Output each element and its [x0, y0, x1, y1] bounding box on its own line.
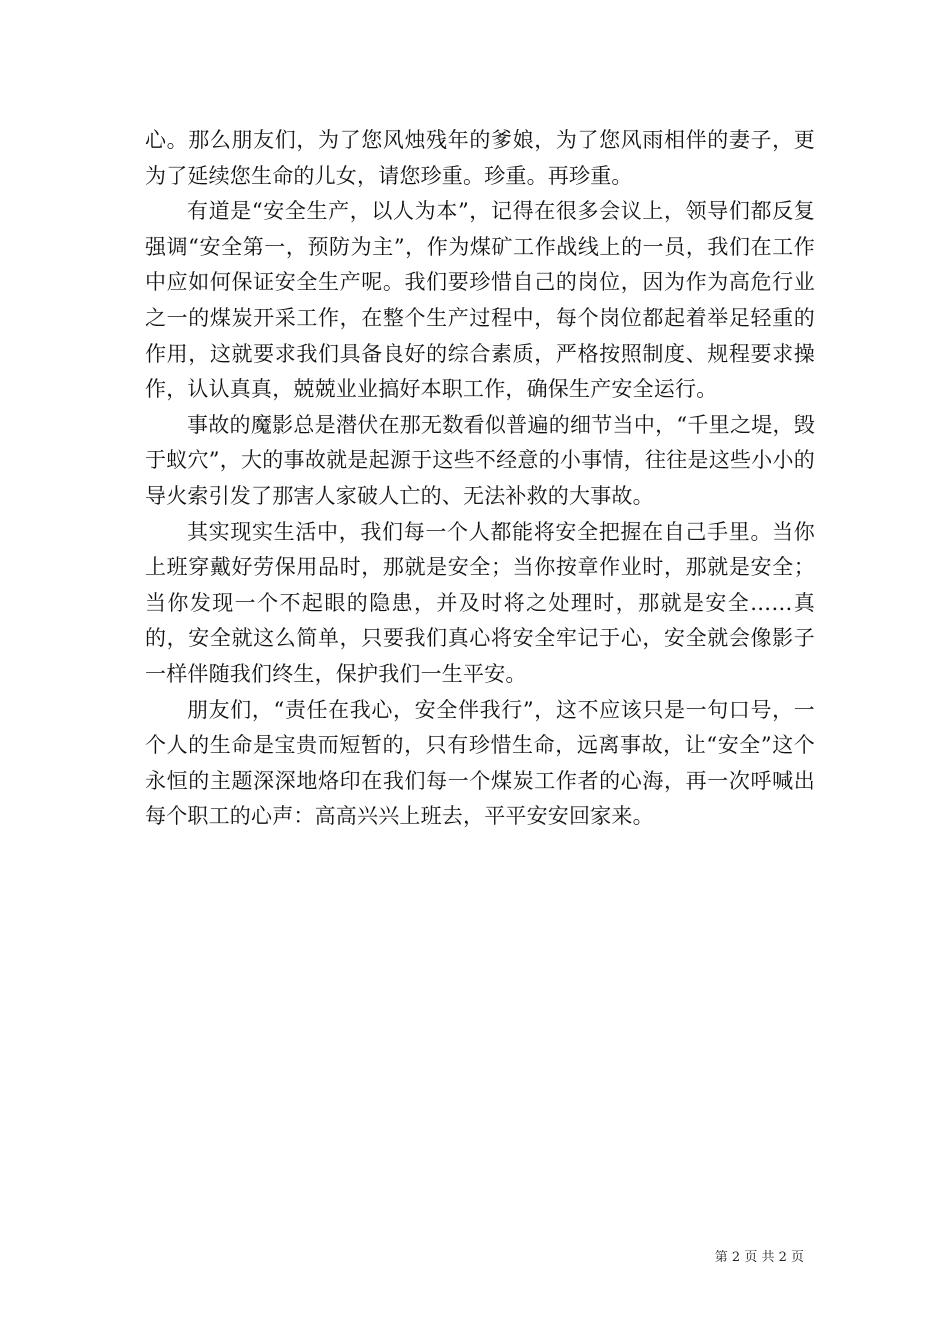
paragraph-closing: 朋友们，“责任在我心，安全伴我行”，这不应该只是一句口号，一个人的生命是宝贵而短暂的，只有珍惜生命，远离事故，让“安全”这个永恒的主题深深地烙印在我们每一个煤炭工作者的心海，再一次呼喊出每个职工的心声：高高兴兴上班去，平平安安回家来。 [145, 697, 815, 829]
paragraph-accident-details: 事故的魔影总是潜伏在那无数看似普遍的细节当中，“千里之堤，毁于蚁穴”，大的事故就是起源于这些不经意的小事情，往往是这些小小的导火索引发了那害人家破人亡的、无法补救的大事故。 [145, 412, 815, 508]
paragraph-safety-production: 有道是“安全生产，以人为本”，记得在很多会议上，领导们都反复强调“安全第一，预防为主”，作为煤矿工作战线上的一员，我们在工作中应如何保证安全生产呢。我们要珍惜自己的岗位，因为作为高危行业之一的煤炭开采工作，在整个生产过程中，每个岗位都起着举足轻重的作用，这就要求我们具备良好的综合素质，严格按照制度、规程要求操作，认认真真，兢兢业业搞好本职工作，确保生产安全运行。 [145, 199, 815, 402]
document-body [145, 123, 815, 835]
page-number-footer: 第 2 页 共 2 页 [714, 1250, 804, 1265]
paragraph-daily-safety: 其实现实生活中，我们每一个人都能将安全把握在自己手里。当你上班穿戴好劳保用品时，那就是安全；当你按章作业时，那就是安全；当你发现一个不起眼的隐患，并及时将之处理时，那就是安全……真的，安全就这么简单，只要我们真心将安全牢记于心，安全就会像影子一样伴随我们终生，保护我们一生平安。 [145, 519, 815, 686]
paragraph-continuation: 心。那么朋友们，为了您风烛残年的爹娘，为了您风雨相伴的妻子，更为了延续您生命的儿女，请您珍重。珍重。再珍重。 [145, 128, 815, 188]
